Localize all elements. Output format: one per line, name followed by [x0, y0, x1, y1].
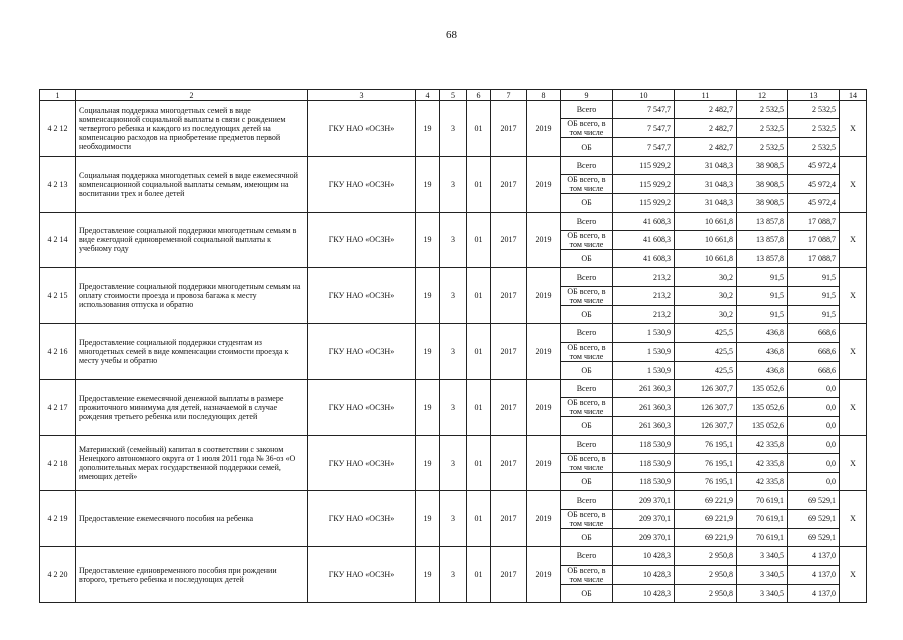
value-2019: 17 088,7 — [788, 212, 840, 230]
value-total: 261 360,3 — [613, 398, 675, 417]
value-2019: 668,6 — [788, 324, 840, 342]
value-2017: 2 482,7 — [675, 119, 737, 138]
value-2019: 45 972,4 — [788, 156, 840, 174]
value-2018: 13 857,8 — [737, 230, 788, 249]
row-col4: 19 — [416, 379, 440, 435]
column-header-1: 1 — [40, 90, 76, 101]
column-header-9: 9 — [561, 90, 613, 101]
value-total: 7 547,7 — [613, 119, 675, 138]
column-header-13: 13 — [788, 90, 840, 101]
row-col5: 3 — [440, 212, 467, 268]
row-col5: 3 — [440, 547, 467, 603]
value-2019: 4 137,0 — [788, 547, 840, 565]
row-organization: ГКУ НАО «ОСЗН» — [308, 435, 416, 491]
value-2019: 0,0 — [788, 473, 840, 491]
row-col4: 19 — [416, 547, 440, 603]
row-start-year: 2017 — [491, 435, 527, 491]
row-start-year: 2017 — [491, 212, 527, 268]
funding-label: ОБ — [561, 417, 613, 435]
value-2017: 2 950,8 — [675, 565, 737, 584]
funding-label: ОБ всего, в том числе — [561, 230, 613, 249]
table-row — [40, 547, 867, 565]
row-end-year: 2019 — [527, 435, 561, 491]
row-col5: 3 — [440, 268, 467, 324]
column-header-12: 12 — [737, 90, 788, 101]
funding-label: Всего — [561, 491, 613, 509]
column-header-6: 6 — [467, 90, 491, 101]
row-start-year: 2017 — [491, 101, 527, 157]
row-mark: X — [840, 491, 867, 547]
row-organization: ГКУ НАО «ОСЗН» — [308, 156, 416, 212]
value-2017: 2 950,8 — [675, 584, 737, 602]
table-row — [40, 379, 867, 397]
row-mark: X — [840, 324, 867, 380]
row-mark: X — [840, 435, 867, 491]
funding-label: Всего — [561, 435, 613, 453]
row-start-year: 2017 — [491, 547, 527, 603]
row-col6: 01 — [467, 379, 491, 435]
value-total: 115 929,2 — [613, 194, 675, 212]
value-2018: 42 335,8 — [737, 435, 788, 453]
column-header-11: 11 — [675, 90, 737, 101]
funding-label: ОБ всего, в том числе — [561, 286, 613, 305]
row-end-year: 2019 — [527, 547, 561, 603]
value-2019: 668,6 — [788, 361, 840, 379]
value-total: 213,2 — [613, 305, 675, 323]
row-end-year: 2019 — [527, 212, 561, 268]
value-2018: 91,5 — [737, 305, 788, 323]
value-2017: 2 950,8 — [675, 547, 737, 565]
row-name: Предоставление единовременного пособия при рождении второго, третьего ребенка и последующих детей — [76, 547, 308, 603]
column-header-14: 14 — [840, 90, 867, 101]
row-organization: ГКУ НАО «ОСЗН» — [308, 491, 416, 547]
value-2017: 126 307,7 — [675, 379, 737, 397]
value-2017: 69 221,9 — [675, 509, 737, 528]
row-col4: 19 — [416, 156, 440, 212]
funding-label: ОБ всего, в том числе — [561, 454, 613, 473]
row-col6: 01 — [467, 156, 491, 212]
row-name: Социальная поддержка многодетных семей в виде компенсационной социальной выплаты в связи с рождением четвертого ребенка и каждого из последующих детей на компенсацию расходов на приобретение предметов первой необходимости — [76, 101, 308, 157]
value-2018: 91,5 — [737, 286, 788, 305]
row-col4: 19 — [416, 212, 440, 268]
value-total: 118 530,9 — [613, 473, 675, 491]
value-2018: 70 619,1 — [737, 491, 788, 509]
value-2019: 0,0 — [788, 398, 840, 417]
column-header-3: 3 — [308, 90, 416, 101]
value-2019: 17 088,7 — [788, 249, 840, 267]
value-2018: 436,8 — [737, 361, 788, 379]
column-header-8: 8 — [527, 90, 561, 101]
value-2017: 10 661,8 — [675, 249, 737, 267]
row-col4: 19 — [416, 435, 440, 491]
value-2018: 135 052,6 — [737, 417, 788, 435]
value-2017: 126 307,7 — [675, 398, 737, 417]
value-2017: 31 048,3 — [675, 194, 737, 212]
row-organization: ГКУ НАО «ОСЗН» — [308, 547, 416, 603]
row-organization: ГКУ НАО «ОСЗН» — [308, 324, 416, 380]
value-2019: 0,0 — [788, 379, 840, 397]
value-2019: 69 529,1 — [788, 509, 840, 528]
value-2018: 38 908,5 — [737, 156, 788, 174]
value-2017: 30,2 — [675, 286, 737, 305]
value-2018: 38 908,5 — [737, 175, 788, 194]
value-2019: 0,0 — [788, 417, 840, 435]
row-col6: 01 — [467, 547, 491, 603]
funding-label: ОБ — [561, 305, 613, 323]
row-start-year: 2017 — [491, 491, 527, 547]
table-row — [40, 491, 867, 509]
value-2018: 2 532,5 — [737, 101, 788, 119]
value-2017: 10 661,8 — [675, 230, 737, 249]
row-col6: 01 — [467, 101, 491, 157]
funding-label: ОБ — [561, 138, 613, 156]
value-2019: 45 972,4 — [788, 194, 840, 212]
value-2017: 76 195,1 — [675, 435, 737, 453]
row-code: 4 2 20 — [40, 547, 76, 603]
value-2017: 31 048,3 — [675, 175, 737, 194]
row-mark: X — [840, 379, 867, 435]
funding-label: ОБ — [561, 473, 613, 491]
funding-label: ОБ — [561, 249, 613, 267]
value-total: 1 530,9 — [613, 342, 675, 361]
value-2019: 69 529,1 — [788, 528, 840, 546]
value-2017: 69 221,9 — [675, 491, 737, 509]
value-2018: 2 532,5 — [737, 138, 788, 156]
value-2017: 69 221,9 — [675, 528, 737, 546]
row-code: 4 2 14 — [40, 212, 76, 268]
funding-label: Всего — [561, 268, 613, 286]
value-2019: 4 137,0 — [788, 584, 840, 602]
row-name: Предоставление социальной поддержки многодетным семьям на оплату стоимости проезда и провоза багажа к месту использования отпуска и обратно — [76, 268, 308, 324]
row-end-year: 2019 — [527, 324, 561, 380]
value-2018: 135 052,6 — [737, 398, 788, 417]
value-total: 10 428,3 — [613, 565, 675, 584]
value-total: 118 530,9 — [613, 435, 675, 453]
value-2017: 425,5 — [675, 342, 737, 361]
value-total: 7 547,7 — [613, 101, 675, 119]
row-col6: 01 — [467, 435, 491, 491]
row-name: Предоставление ежемесячной денежной выплаты в размере прожиточного минимума для детей, назначаемой в случае рождения третьего ребенка или последующих детей — [76, 379, 308, 435]
row-organization: ГКУ НАО «ОСЗН» — [308, 268, 416, 324]
value-2018: 3 340,5 — [737, 547, 788, 565]
funding-label: ОБ — [561, 361, 613, 379]
funding-label: Всего — [561, 324, 613, 342]
funding-label: ОБ всего, в том числе — [561, 342, 613, 361]
row-col5: 3 — [440, 491, 467, 547]
value-total: 7 547,7 — [613, 138, 675, 156]
row-col6: 01 — [467, 324, 491, 380]
value-2018: 70 619,1 — [737, 509, 788, 528]
funding-label: ОБ всего, в том числе — [561, 398, 613, 417]
value-2019: 4 137,0 — [788, 565, 840, 584]
funding-label: ОБ — [561, 194, 613, 212]
value-2018: 91,5 — [737, 268, 788, 286]
value-2017: 31 048,3 — [675, 156, 737, 174]
row-end-year: 2019 — [527, 156, 561, 212]
row-col6: 01 — [467, 212, 491, 268]
value-2017: 76 195,1 — [675, 454, 737, 473]
value-2018: 70 619,1 — [737, 528, 788, 546]
value-total: 261 360,3 — [613, 417, 675, 435]
value-2019: 69 529,1 — [788, 491, 840, 509]
column-header-7: 7 — [491, 90, 527, 101]
value-total: 41 608,3 — [613, 249, 675, 267]
row-start-year: 2017 — [491, 379, 527, 435]
row-col6: 01 — [467, 268, 491, 324]
funding-label: ОБ — [561, 528, 613, 546]
value-2017: 425,5 — [675, 361, 737, 379]
value-2018: 3 340,5 — [737, 584, 788, 602]
row-mark: X — [840, 156, 867, 212]
funding-label: ОБ — [561, 584, 613, 602]
value-total: 10 428,3 — [613, 547, 675, 565]
value-2019: 91,5 — [788, 286, 840, 305]
value-2017: 76 195,1 — [675, 473, 737, 491]
row-col4: 19 — [416, 268, 440, 324]
row-code: 4 2 16 — [40, 324, 76, 380]
row-name: Предоставление социальной поддержки студентам из многодетных семей в виде компенсации стоимости проезда к месту учебы и обратно — [76, 324, 308, 380]
value-2019: 91,5 — [788, 305, 840, 323]
row-name: Предоставление социальной поддержки многодетным семьям в виде ежегодной единовременной социальной выплаты к учебному году — [76, 212, 308, 268]
table-body — [40, 101, 867, 603]
table-row — [40, 101, 867, 119]
value-2019: 668,6 — [788, 342, 840, 361]
value-total: 209 370,1 — [613, 491, 675, 509]
value-2018: 42 335,8 — [737, 454, 788, 473]
row-start-year: 2017 — [491, 268, 527, 324]
row-col4: 19 — [416, 324, 440, 380]
row-mark: X — [840, 101, 867, 157]
value-2018: 13 857,8 — [737, 249, 788, 267]
row-name: Социальная поддержка многодетных семей в виде ежемесячной компенсационной социальной выплаты семьям, имеющим на воспитании трех и более детей — [76, 156, 308, 212]
value-2017: 425,5 — [675, 324, 737, 342]
row-code: 4 2 17 — [40, 379, 76, 435]
funding-label: ОБ всего, в том числе — [561, 175, 613, 194]
value-2017: 2 482,7 — [675, 138, 737, 156]
value-2018: 38 908,5 — [737, 194, 788, 212]
value-total: 213,2 — [613, 268, 675, 286]
table-row — [40, 156, 867, 174]
value-2018: 13 857,8 — [737, 212, 788, 230]
row-end-year: 2019 — [527, 379, 561, 435]
column-header-5: 5 — [440, 90, 467, 101]
value-2019: 17 088,7 — [788, 230, 840, 249]
value-total: 118 530,9 — [613, 454, 675, 473]
value-total: 10 428,3 — [613, 584, 675, 602]
funding-label: Всего — [561, 156, 613, 174]
column-header-2: 2 — [76, 90, 308, 101]
table-row — [40, 268, 867, 286]
page-number: 68 — [446, 29, 457, 41]
value-total: 209 370,1 — [613, 509, 675, 528]
value-total: 261 360,3 — [613, 379, 675, 397]
value-2019: 0,0 — [788, 435, 840, 453]
row-code: 4 2 15 — [40, 268, 76, 324]
value-2019: 45 972,4 — [788, 175, 840, 194]
row-mark: X — [840, 268, 867, 324]
funding-label: Всего — [561, 379, 613, 397]
value-2017: 2 482,7 — [675, 101, 737, 119]
row-col4: 19 — [416, 491, 440, 547]
value-2019: 91,5 — [788, 268, 840, 286]
value-2017: 10 661,8 — [675, 212, 737, 230]
value-2019: 2 532,5 — [788, 119, 840, 138]
row-code: 4 2 12 — [40, 101, 76, 157]
value-total: 213,2 — [613, 286, 675, 305]
row-code: 4 2 19 — [40, 491, 76, 547]
funding-label: Всего — [561, 547, 613, 565]
funding-label: ОБ всего, в том числе — [561, 119, 613, 138]
row-start-year: 2017 — [491, 324, 527, 380]
table-row — [40, 324, 867, 342]
row-name: Предоставление ежемесячного пособия на ребенка — [76, 491, 308, 547]
value-2019: 0,0 — [788, 454, 840, 473]
column-header-4: 4 — [416, 90, 440, 101]
row-name: Материнский (семейный) капитал в соответствии с законом Ненецкого автономного округа от 1 июля 2011 года № 36-оз «О дополнительных мерах государственной поддержки семей, имеющих детей» — [76, 435, 308, 491]
funding-label: ОБ всего, в том числе — [561, 565, 613, 584]
value-total: 209 370,1 — [613, 528, 675, 546]
row-mark: X — [840, 212, 867, 268]
table-row — [40, 435, 867, 453]
row-organization: ГКУ НАО «ОСЗН» — [308, 212, 416, 268]
header-row — [40, 90, 867, 101]
value-total: 41 608,3 — [613, 212, 675, 230]
value-2018: 436,8 — [737, 324, 788, 342]
row-col5: 3 — [440, 101, 467, 157]
row-end-year: 2019 — [527, 268, 561, 324]
row-end-year: 2019 — [527, 101, 561, 157]
row-col5: 3 — [440, 156, 467, 212]
value-2019: 2 532,5 — [788, 101, 840, 119]
row-code: 4 2 13 — [40, 156, 76, 212]
row-mark: X — [840, 547, 867, 603]
value-total: 1 530,9 — [613, 324, 675, 342]
value-2017: 126 307,7 — [675, 417, 737, 435]
row-start-year: 2017 — [491, 156, 527, 212]
column-header-10: 10 — [613, 90, 675, 101]
value-2018: 135 052,6 — [737, 379, 788, 397]
funding-label: ОБ всего, в том числе — [561, 509, 613, 528]
value-2018: 42 335,8 — [737, 473, 788, 491]
table-row — [40, 212, 867, 230]
funding-label: Всего — [561, 212, 613, 230]
row-col6: 01 — [467, 491, 491, 547]
row-code: 4 2 18 — [40, 435, 76, 491]
value-total: 1 530,9 — [613, 361, 675, 379]
row-col5: 3 — [440, 379, 467, 435]
row-organization: ГКУ НАО «ОСЗН» — [308, 101, 416, 157]
value-2019: 2 532,5 — [788, 138, 840, 156]
row-col4: 19 — [416, 101, 440, 157]
value-2017: 30,2 — [675, 268, 737, 286]
value-2018: 2 532,5 — [737, 119, 788, 138]
funding-label: Всего — [561, 101, 613, 119]
value-2018: 436,8 — [737, 342, 788, 361]
row-col5: 3 — [440, 324, 467, 380]
value-total: 115 929,2 — [613, 156, 675, 174]
row-organization: ГКУ НАО «ОСЗН» — [308, 379, 416, 435]
value-2018: 3 340,5 — [737, 565, 788, 584]
value-total: 41 608,3 — [613, 230, 675, 249]
row-col5: 3 — [440, 435, 467, 491]
value-total: 115 929,2 — [613, 175, 675, 194]
row-end-year: 2019 — [527, 491, 561, 547]
value-2017: 30,2 — [675, 305, 737, 323]
program-table — [39, 89, 867, 603]
